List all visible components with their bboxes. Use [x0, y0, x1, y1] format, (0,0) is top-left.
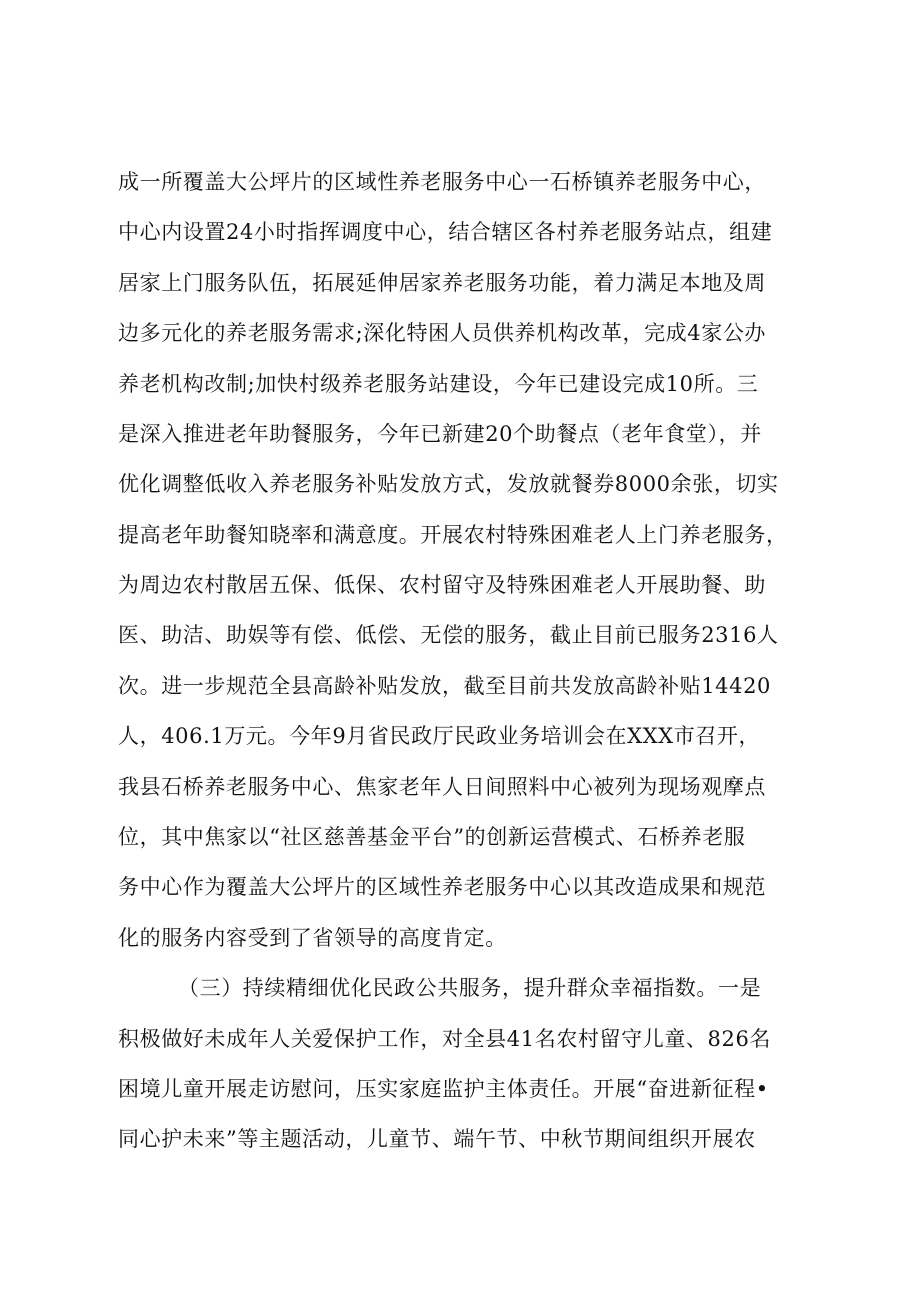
paragraph-line: 提高老年助餐知晓率和满意度。开展农村特殊困难老人上门养老服务，: [118, 523, 788, 547]
paragraph-line: 中心内设置24小时指挥调度中心，结合辖区各村养老服务站点，组建: [118, 220, 773, 244]
paragraph-line: 居家上门服务队伍，拓展延伸居家养老服务功能，着力满足本地及周: [118, 271, 766, 295]
paragraph-line: 人，406.1万元。今年9月省民政厅民政业务培训会在XXX市召开，: [118, 724, 761, 748]
paragraph-line: 养老机构改制;加快村级养老服务站建设，今年已建设完成10所。三: [118, 372, 759, 396]
paragraph-line: 边多元化的养老服务需求;深化特困人员供养机构改革，完成4家公办: [118, 321, 767, 345]
paragraph-line: 位，其中焦家以“社区慈善基金平台”的创新运营模式、石桥养老服: [118, 825, 746, 849]
paragraph-line: 积极做好未成年人关爱保护工作，对全县41名农村留守儿童、826名: [118, 1027, 772, 1051]
paragraph-line: 同心护未来”等主题活动，儿童节、端午节、中秋节期间组织开展农: [118, 1127, 756, 1151]
paragraph-line: 成一所覆盖大公坪片的区域性养老服务中心一石桥镇养老服务中心，: [118, 170, 766, 194]
paragraph-line: 医、助洁、助娱等有偿、低偿、无偿的服务，截止目前已服务2316人: [118, 623, 779, 647]
paragraph-line: 困境儿童开展走访慰问，压实家庭监护主体责任。开展“奋进新征程•: [118, 1077, 769, 1101]
paragraph-line: 是深入推进老年助餐服务，今年已新建20个助餐点（老年食堂），并: [118, 422, 762, 446]
paragraph-line: 我县石桥养老服务中心、焦家老年人日间照料中心被列为现场观摩点: [118, 775, 766, 799]
paragraph-line: 务中心作为覆盖大公坪片的区域性养老服务中心以其改造成果和规范: [118, 875, 766, 899]
paragraph-line: 次。进一步规范全县高龄补贴发放，截至目前共发放高龄补贴14420: [118, 674, 772, 698]
section-heading-line: （三）持续精细优化民政公共服务，提升群众幸福指数。一是: [178, 976, 762, 1000]
paragraph-line: 优化调整低收入养老服务补贴发放方式，发放就餐券8000余张，切实: [118, 472, 779, 496]
paragraph-line: 为周边农村散居五保、低保、农村留守及特殊困难老人开展助餐、助: [118, 573, 766, 597]
paragraph-line: 化的服务内容受到了省领导的高度肯定。: [118, 926, 507, 950]
